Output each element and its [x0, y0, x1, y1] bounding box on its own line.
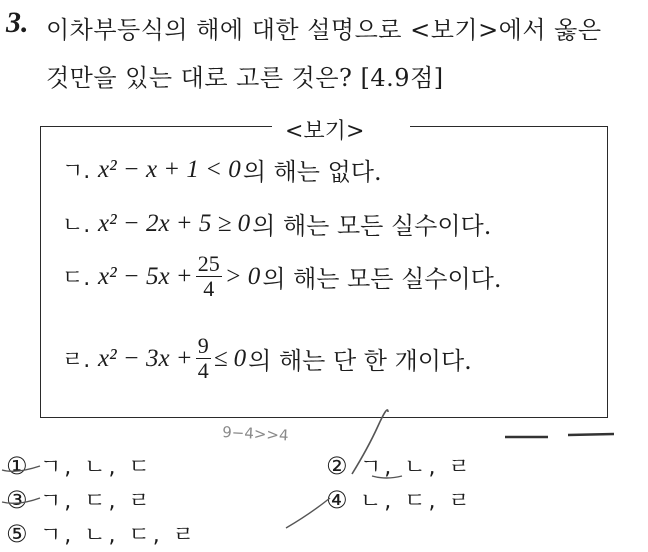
choice-number: ④ [326, 485, 348, 514]
choice-text: ㄱ, ㄴ, ㄹ [360, 455, 473, 480]
fraction-denominator: 4 [197, 358, 209, 384]
item-expression: x² − x + 1 < 0 [98, 155, 241, 183]
item-text: 의 해는 모든 실수이다. [262, 265, 502, 294]
item-inequality: > 0 [224, 262, 261, 290]
choice-text: ㄴ, ㄷ, ㄹ [360, 489, 473, 514]
checkmark-stroke [352, 410, 388, 474]
dash-mark-2 [568, 434, 614, 435]
item-expression: x² − 5x + [98, 262, 193, 290]
choice-text: ㄱ, ㄷ, ㄹ [40, 489, 153, 514]
choice-number: ③ [6, 485, 28, 514]
choice-text: ㄱ, ㄴ, ㄷ [40, 455, 153, 480]
item-marker: ㄷ. [62, 266, 91, 292]
box-title: <보기> [285, 119, 365, 144]
item-text: 의 해는 단 한 개이다. [248, 347, 472, 376]
strike-mark-4 [286, 498, 330, 528]
strike-mark-3 [2, 498, 40, 503]
question-stem-line1: 이차부등식의 해에 대한 설명으로 <보기>에서 옳은 [46, 16, 602, 44]
fraction-denominator: 4 [203, 276, 215, 302]
item-text: 의 해는 모든 실수이다. [252, 212, 492, 240]
question-number: 3. [6, 6, 29, 39]
item-marker: ㄹ. [62, 348, 91, 374]
item-text: 의 해는 없다. [242, 158, 382, 186]
choice-number: ① [6, 451, 28, 480]
item-inequality: ≤ 0 [213, 344, 247, 372]
choice-text: ㄱ, ㄴ, ㄷ, ㄹ [40, 523, 197, 548]
choice-number: ⑤ [6, 519, 28, 548]
item-expression: x² − 3x + [98, 344, 193, 372]
handwritten-note: 9−4>>4 [221, 423, 289, 445]
item-marker: ㄴ. [62, 213, 91, 238]
item-expression: x² − 2x + 5 ≥ 0 [98, 209, 251, 237]
fraction-numerator: 25 [197, 251, 220, 276]
question-stem-line2: 것만을 있는 대로 고른 것은? [4.9점] [46, 64, 444, 92]
item-marker: ㄱ. [62, 159, 91, 184]
underline-mark [372, 476, 402, 478]
fraction-numerator: 9 [197, 333, 209, 358]
choice-number: ② [326, 451, 348, 480]
strike-mark-1 [2, 466, 40, 471]
